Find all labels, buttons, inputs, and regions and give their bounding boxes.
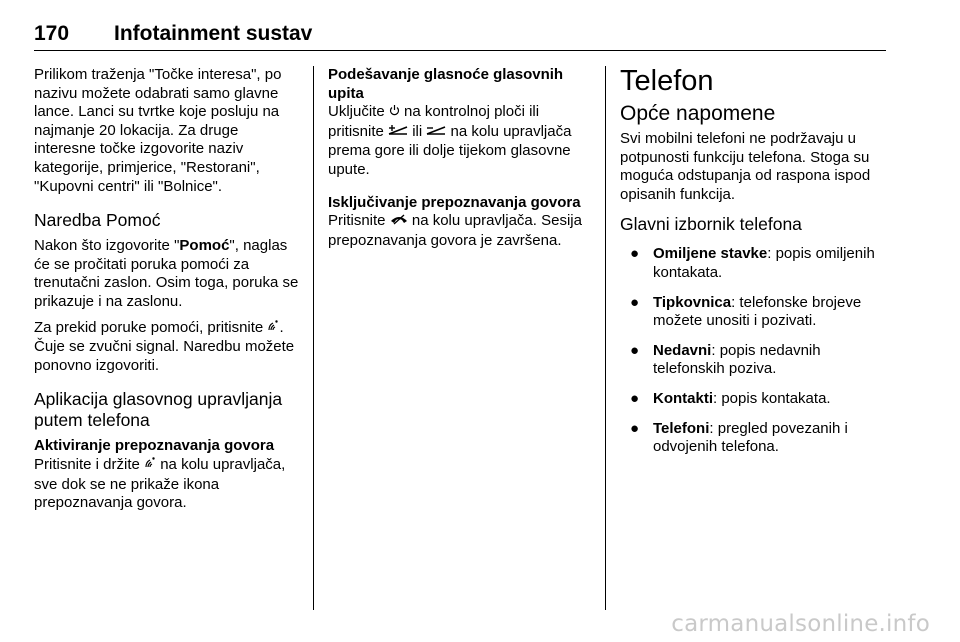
paragraph-poi-search: Prilikom traženja "Točke interesa", po nazivu možete odabrati samo glavne lance. Lanci su tvrtke koje posluju na najmanje 20 lokacija. Za druge interesne točke izgovorite naziv kategorije, primjerice, "Restorani", "Kupovni centri" ili "Bolnice". (34, 66, 282, 195)
column-divider (313, 66, 314, 610)
page-header (34, 22, 886, 51)
help-keyword: Pomoć (179, 237, 230, 255)
heading-phone-main-menu: Glavni izbornik telefona (620, 214, 802, 235)
list-item: ● Tipkovnica: telefonske brojeve možete unositi i pozivati. (630, 293, 862, 330)
list-item: ● Omiljene stavke: popis omiljenih kontakata. (630, 245, 875, 281)
section-title-phone: Telefon (620, 65, 714, 97)
column-left (34, 66, 302, 520)
power-knob-icon (389, 105, 400, 120)
column-divider (605, 66, 606, 610)
hang-up-icon (390, 214, 408, 229)
heading-deactivate-recognition: Isključivanje prepoznavanja govora (328, 193, 581, 211)
column-middle (328, 66, 594, 257)
paragraph-general-notes: Svi mobilni telefoni ne podržavaju u potpunosti funkciju telefona. Stoga su moguća odstupanja od raspona ispod opisanih funkcija. (620, 130, 871, 203)
paragraph-activate: Pritisnite i držite na kolu upravljača, sve dok se ne prikaže ikona prepoznavanja govora. (34, 455, 286, 512)
paragraph-help-interrupt: Za prekid poruke pomoći, pritisnite . Čuje se zvučni signal. Naredbu možete ponovno izgovoriti. (34, 318, 295, 374)
paragraph-help: Nakon što izgovorite "Pomoć", naglas će se pročitati poruka pomoći za trenutačni zaslon. Osim toga, poruka se prikazuje i na zaslonu. (34, 237, 299, 310)
list-item: ● Kontakti: popis kontakata. (630, 389, 831, 407)
watermark: carmanualsonline.info (671, 611, 930, 637)
page-number: 170 (34, 22, 70, 45)
column-right (620, 66, 888, 468)
list-item: ● Telefoni: pregled povezanih i odvojenih telefona. (630, 419, 848, 456)
phone-menu-list (620, 245, 888, 456)
heading-help-command: Naredba Pomoć (34, 210, 161, 231)
voice-command-icon (144, 458, 156, 473)
heading-general-notes: Opće napomene (620, 102, 776, 125)
heading-voice-volume: Podešavanje glasnoće glasovnih upita (328, 66, 564, 102)
heading-phone-voice-app: Aplikacija glasovnog upravljanja putem telefona (34, 389, 283, 431)
list-item: ● Nedavni: popis nedavnih telefonskih poziva. (630, 341, 821, 378)
volume-up-icon (388, 125, 408, 140)
heading-activate-recognition: Aktiviranje prepoznavanja govora (34, 437, 275, 455)
voice-command-icon (267, 321, 279, 336)
page-title: Infotainment sustav (114, 22, 313, 45)
paragraph-deactivate: Pritisnite na kolu upravljača. Sesija prepoznavanja govora je završena. (328, 212, 582, 249)
paragraph-volume: Uključite na kontrolnoj ploči ili pritisnite ili na kolu upravljača prema gore ili dolje tijekom glasovne upute. (328, 103, 572, 178)
volume-down-icon (426, 125, 446, 140)
